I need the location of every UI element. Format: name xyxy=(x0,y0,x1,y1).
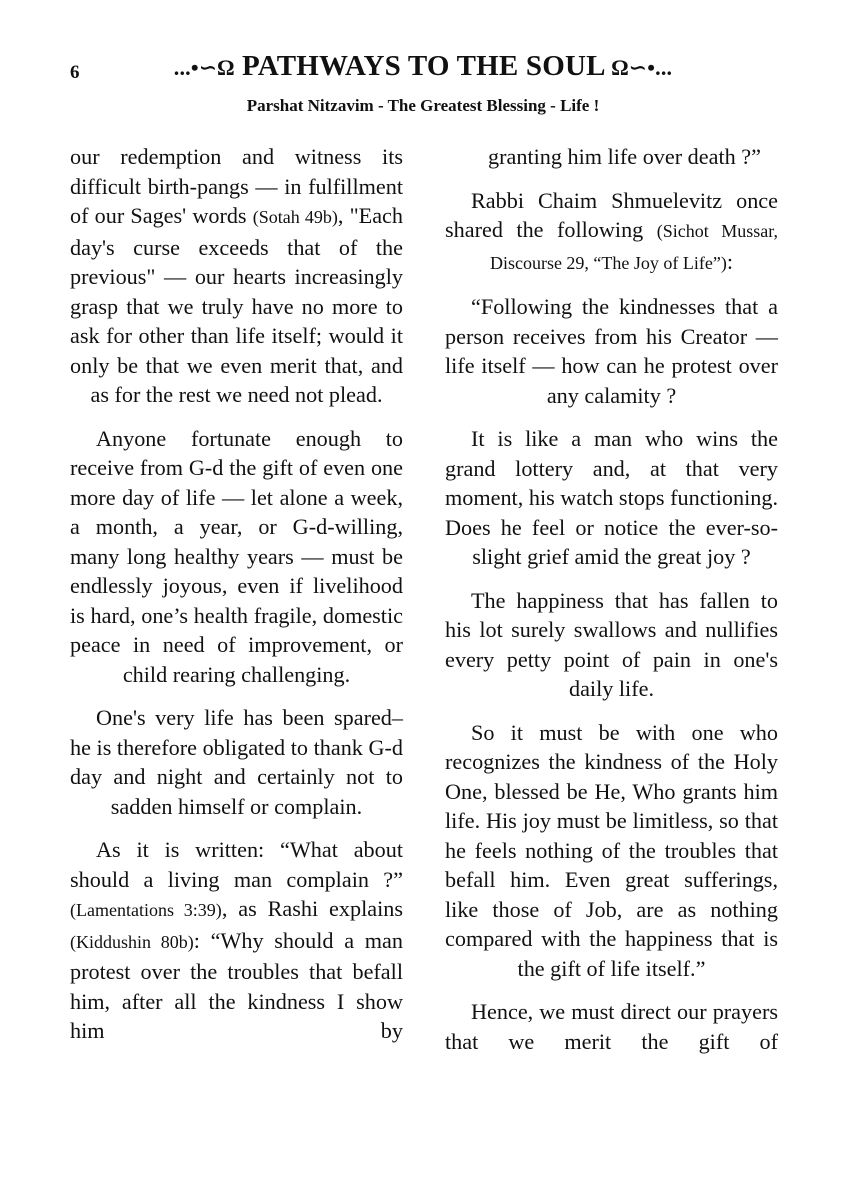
paragraph xyxy=(70,835,403,1046)
paragraph xyxy=(70,142,403,410)
citation: (Lamentations 3:39) xyxy=(70,900,222,920)
paragraph: One's very life has been spared–he is therefore obligated to thank G-d day and night and certainly not to sadden himself or complain. xyxy=(70,705,403,819)
chapter-subtitle: Parshat Nitzavim - The Greatest Blessing - Life ! xyxy=(246,96,600,115)
text-run: our redemption and witness its difficult birth-pangs — in fulfillment of our Sages' words xyxy=(70,144,403,228)
running-header xyxy=(128,50,718,83)
paragraph: So it must be with one who recognizes the kindness of the Holy One, blessed be He, Who grants him life. His joy must be limitless, so that he feels nothing of the troubles that befall him. Even great sufferings, like those of Job, are as nothing compared with the happiness that is the gift of life itself.” xyxy=(445,719,778,981)
text-run: : “Why should a man protest over the troubles that befall him, after all the kindness I show him by xyxy=(70,927,403,1043)
text-run: : xyxy=(726,248,734,274)
paragraph: It is like a man who wins the grand lottery and, at that very moment, his watch stops functioning. Does he feel or notice the ever-so-slight grief amid the great joy ? xyxy=(445,426,778,569)
citation: (Sotah 49b) xyxy=(252,207,338,227)
page-number: 6 xyxy=(70,62,80,83)
text-run: , as Rashi explains xyxy=(221,896,403,921)
paragraph xyxy=(445,186,778,279)
citation: (Kiddushin 80b) xyxy=(70,931,194,952)
text-run: , "Each day's curse exceeds that of the previous" — our hearts increasingly grasp that we truly have no more to ask for other than life itself; would it only be that we even merit that, and as for the rest we need not plead. xyxy=(70,203,403,407)
paragraph: The happiness that has fallen to his lot surely swallows and nullifies every petty point of pain in one's daily life. xyxy=(445,587,778,701)
paragraph: “Following the kindnesses that a person receives from his Creator — life itself — how can he protest over any calamity ? xyxy=(445,294,778,408)
paragraph: granting him life over death ?” xyxy=(488,144,761,169)
right-column xyxy=(445,142,778,1070)
text-run: As it is written: “What about should a living man complain ?” xyxy=(70,837,403,892)
paragraph: Hence, we must direct our prayers that we merit the gift of xyxy=(445,999,778,1054)
ornament-left-icon: ...•∽Ω xyxy=(173,55,235,80)
text-run: Rabbi Chaim Shmuelevitz once shared the following xyxy=(445,187,778,242)
citation: (Sichot Mussar, Discourse 29, “The Joy of Life”) xyxy=(489,221,778,273)
ornament-right-icon: Ω∽•... xyxy=(611,55,673,80)
book-title: PATHWAYS TO THE SOUL xyxy=(241,50,605,82)
paragraph: Anyone fortunate enough to receive from G-d the gift of even one more day of life — let alone a week, a month, a year, or G-d-willing, many long healthy years — must be endlessly joyous, even if livelihood is hard, one’s health fragile, domestic peace in need of improvement, or child rearing challenging. xyxy=(70,425,403,687)
left-column xyxy=(70,142,403,1060)
